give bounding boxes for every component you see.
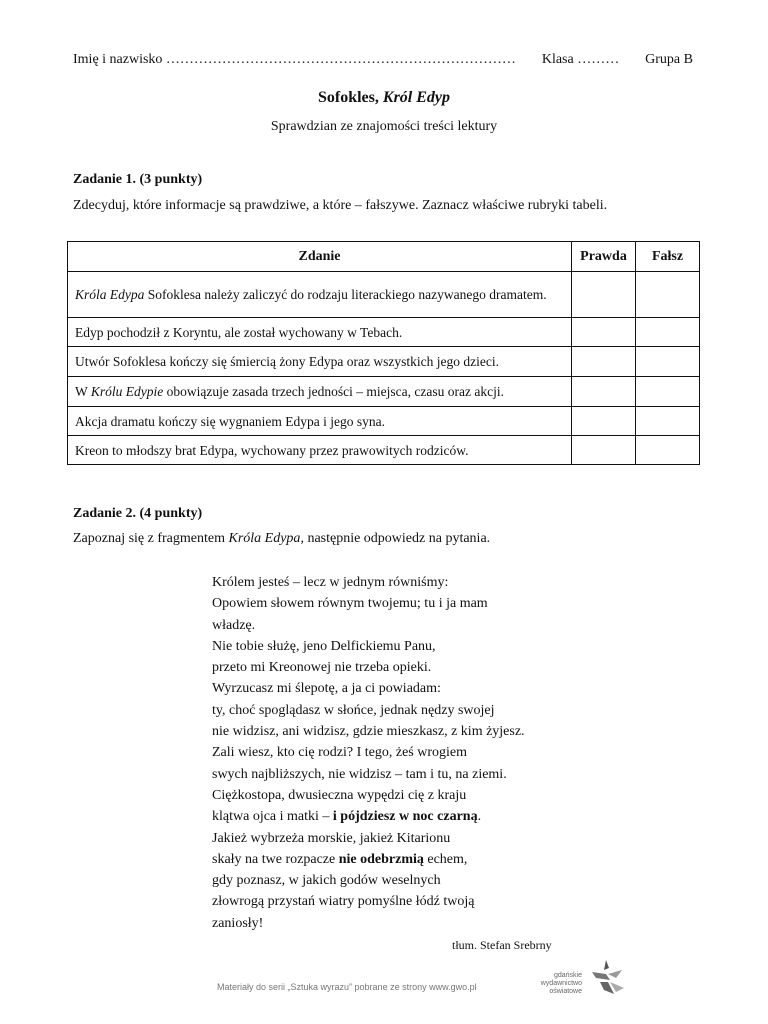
task1-heading: Zadanie 1. (3 punkty) (73, 172, 203, 187)
title-work: Król Edyp (382, 89, 451, 106)
table-header-row (68, 242, 700, 272)
instruction-prefix: Zapoznaj się z fragmentem (73, 531, 229, 546)
table-row (68, 407, 700, 436)
poem-line-suffix: echem, (423, 851, 468, 867)
poem-fragment (212, 572, 525, 934)
page-title (0, 89, 768, 107)
table-row (68, 318, 700, 347)
footer-source-note: Materiały do serii „Sztuka wyrazu” pobrane ze strony www.gwo.pl (217, 982, 477, 992)
class-field-label: Klasa ……… (541, 52, 620, 67)
name-field-label: Imię i nazwisko ………………………………………………………………… (73, 52, 516, 67)
poem-line: złowrogą przystań wiatry pomyślne łódź twoją (212, 894, 475, 910)
translator-credit: tłum. Stefan Srebrny (452, 938, 552, 952)
publisher-name (530, 972, 582, 996)
poem-line: przeto mi Kreonowej nie trzeba opieki. (212, 660, 432, 676)
table-row (68, 347, 700, 377)
publisher-line: wydawnictwo (540, 980, 582, 987)
statement-cell: Edyp pochodził z Koryntu, ale został wychowany w Tebach. (68, 318, 572, 347)
group-label: Grupa B (645, 52, 693, 67)
poem-line: swych najbliższych, nie widzisz – tam i tu, na ziemi. (212, 766, 507, 782)
table-row (68, 377, 700, 407)
task2-instruction (73, 531, 490, 547)
student-info-line (73, 52, 693, 68)
statement-cell (68, 377, 572, 407)
false-checkbox-cell[interactable] (636, 377, 700, 407)
task1-instruction: Zdecyduj, które informacje są prawdziwe, a które – fałszywe. Zaznacz właściwe rubryki tabeli. (73, 198, 608, 213)
table-row (68, 436, 700, 465)
instruction-suffix: , następnie odpowiedz na pytania. (300, 531, 491, 546)
false-checkbox-cell[interactable] (636, 318, 700, 347)
false-checkbox-cell[interactable] (636, 407, 700, 436)
publisher-line: oświatowe (549, 988, 582, 995)
poem-line-suffix: . (477, 809, 482, 825)
poem-line: Ciężkostopa, dwusieczna wypędzi cię z kraju (212, 787, 467, 803)
column-header-true: Prawda (572, 242, 636, 272)
poem-line: zaniosły! (212, 915, 264, 931)
statement-italic: Królu Edypie (90, 384, 164, 399)
column-header-statement: Zdanie (68, 242, 572, 272)
publisher-line: gdańskie (553, 972, 582, 979)
false-checkbox-cell[interactable] (636, 436, 700, 465)
instruction-italic: Króla Edypa (228, 531, 301, 546)
poem-line: Nie tobie służę, jeno Delfickiemu Panu, (212, 638, 436, 654)
poem-line: ty, choć spoglądasz w słońce, jednak nędzy swojej (212, 702, 495, 718)
statement-text: obowiązuje zasada trzech jedności – miejsca, czasu oraz akcji. (163, 384, 504, 399)
true-false-table (67, 241, 700, 465)
poem-line-prefix: klątwa ojca i matki – (212, 809, 333, 825)
poem-line: Jakież wybrzeża morskie, jakież Kitarionu (212, 830, 451, 846)
statement-cell: Kreon to młodszy brat Edypa, wychowany przez prawowitych rodziców. (68, 436, 572, 465)
statement-cell: Utwór Sofoklesa kończy się śmiercią żony Edypa oraz wszystkich jego dzieci. (68, 347, 572, 377)
true-checkbox-cell[interactable] (572, 272, 636, 318)
statement-text: Sofoklesa należy zaliczyć do rodzaju literackiego nazywanego dramatem. (144, 287, 547, 302)
true-checkbox-cell[interactable] (572, 318, 636, 347)
title-author: Sofokles, (317, 89, 383, 106)
task2-heading: Zadanie 2. (4 punkty) (73, 506, 203, 521)
poem-line: Opowiem słowem równym twojemu; tu i ja mam (212, 596, 488, 612)
false-checkbox-cell[interactable] (636, 347, 700, 377)
statement-italic: Króla Edypa (75, 287, 145, 302)
gwo-logo-icon (586, 958, 628, 996)
poem-line (212, 849, 525, 870)
poem-bold-phrase: i pójdziesz w noc czarną (332, 809, 478, 825)
poem-line: gdy poznasz, w jakich godów weselnych (212, 873, 441, 889)
poem-line: Wyrzucasz mi ślepotę, a ja ci powiadam: (212, 681, 441, 697)
poem-line: władzę. (212, 617, 256, 633)
poem-line: Zali wiesz, kto cię rodzi? I tego, żeś wrogiem (212, 745, 468, 761)
poem-line: Królem jesteś – lecz w jednym równiśmy: (212, 575, 449, 590)
poem-line (212, 806, 525, 827)
poem-bold-phrase: nie odebrzmią (338, 851, 424, 867)
table-row (68, 272, 700, 318)
statement-cell (68, 272, 572, 318)
statement-cell: Akcja dramatu kończy się wygnaniem Edypa i jego syna. (68, 407, 572, 436)
page-subtitle: Sprawdzian ze znajomości treści lektury (270, 119, 498, 134)
true-checkbox-cell[interactable] (572, 436, 636, 465)
statement-prefix: W (75, 384, 91, 399)
true-checkbox-cell[interactable] (572, 377, 636, 407)
true-checkbox-cell[interactable] (572, 347, 636, 377)
poem-line-prefix: skały na twe rozpacze (212, 851, 339, 867)
true-checkbox-cell[interactable] (572, 407, 636, 436)
poem-line: nie widzisz, ani widzisz, gdzie mieszkasz, z kim żyjesz. (212, 724, 525, 740)
false-checkbox-cell[interactable] (636, 272, 700, 318)
column-header-false: Fałsz (636, 242, 700, 272)
